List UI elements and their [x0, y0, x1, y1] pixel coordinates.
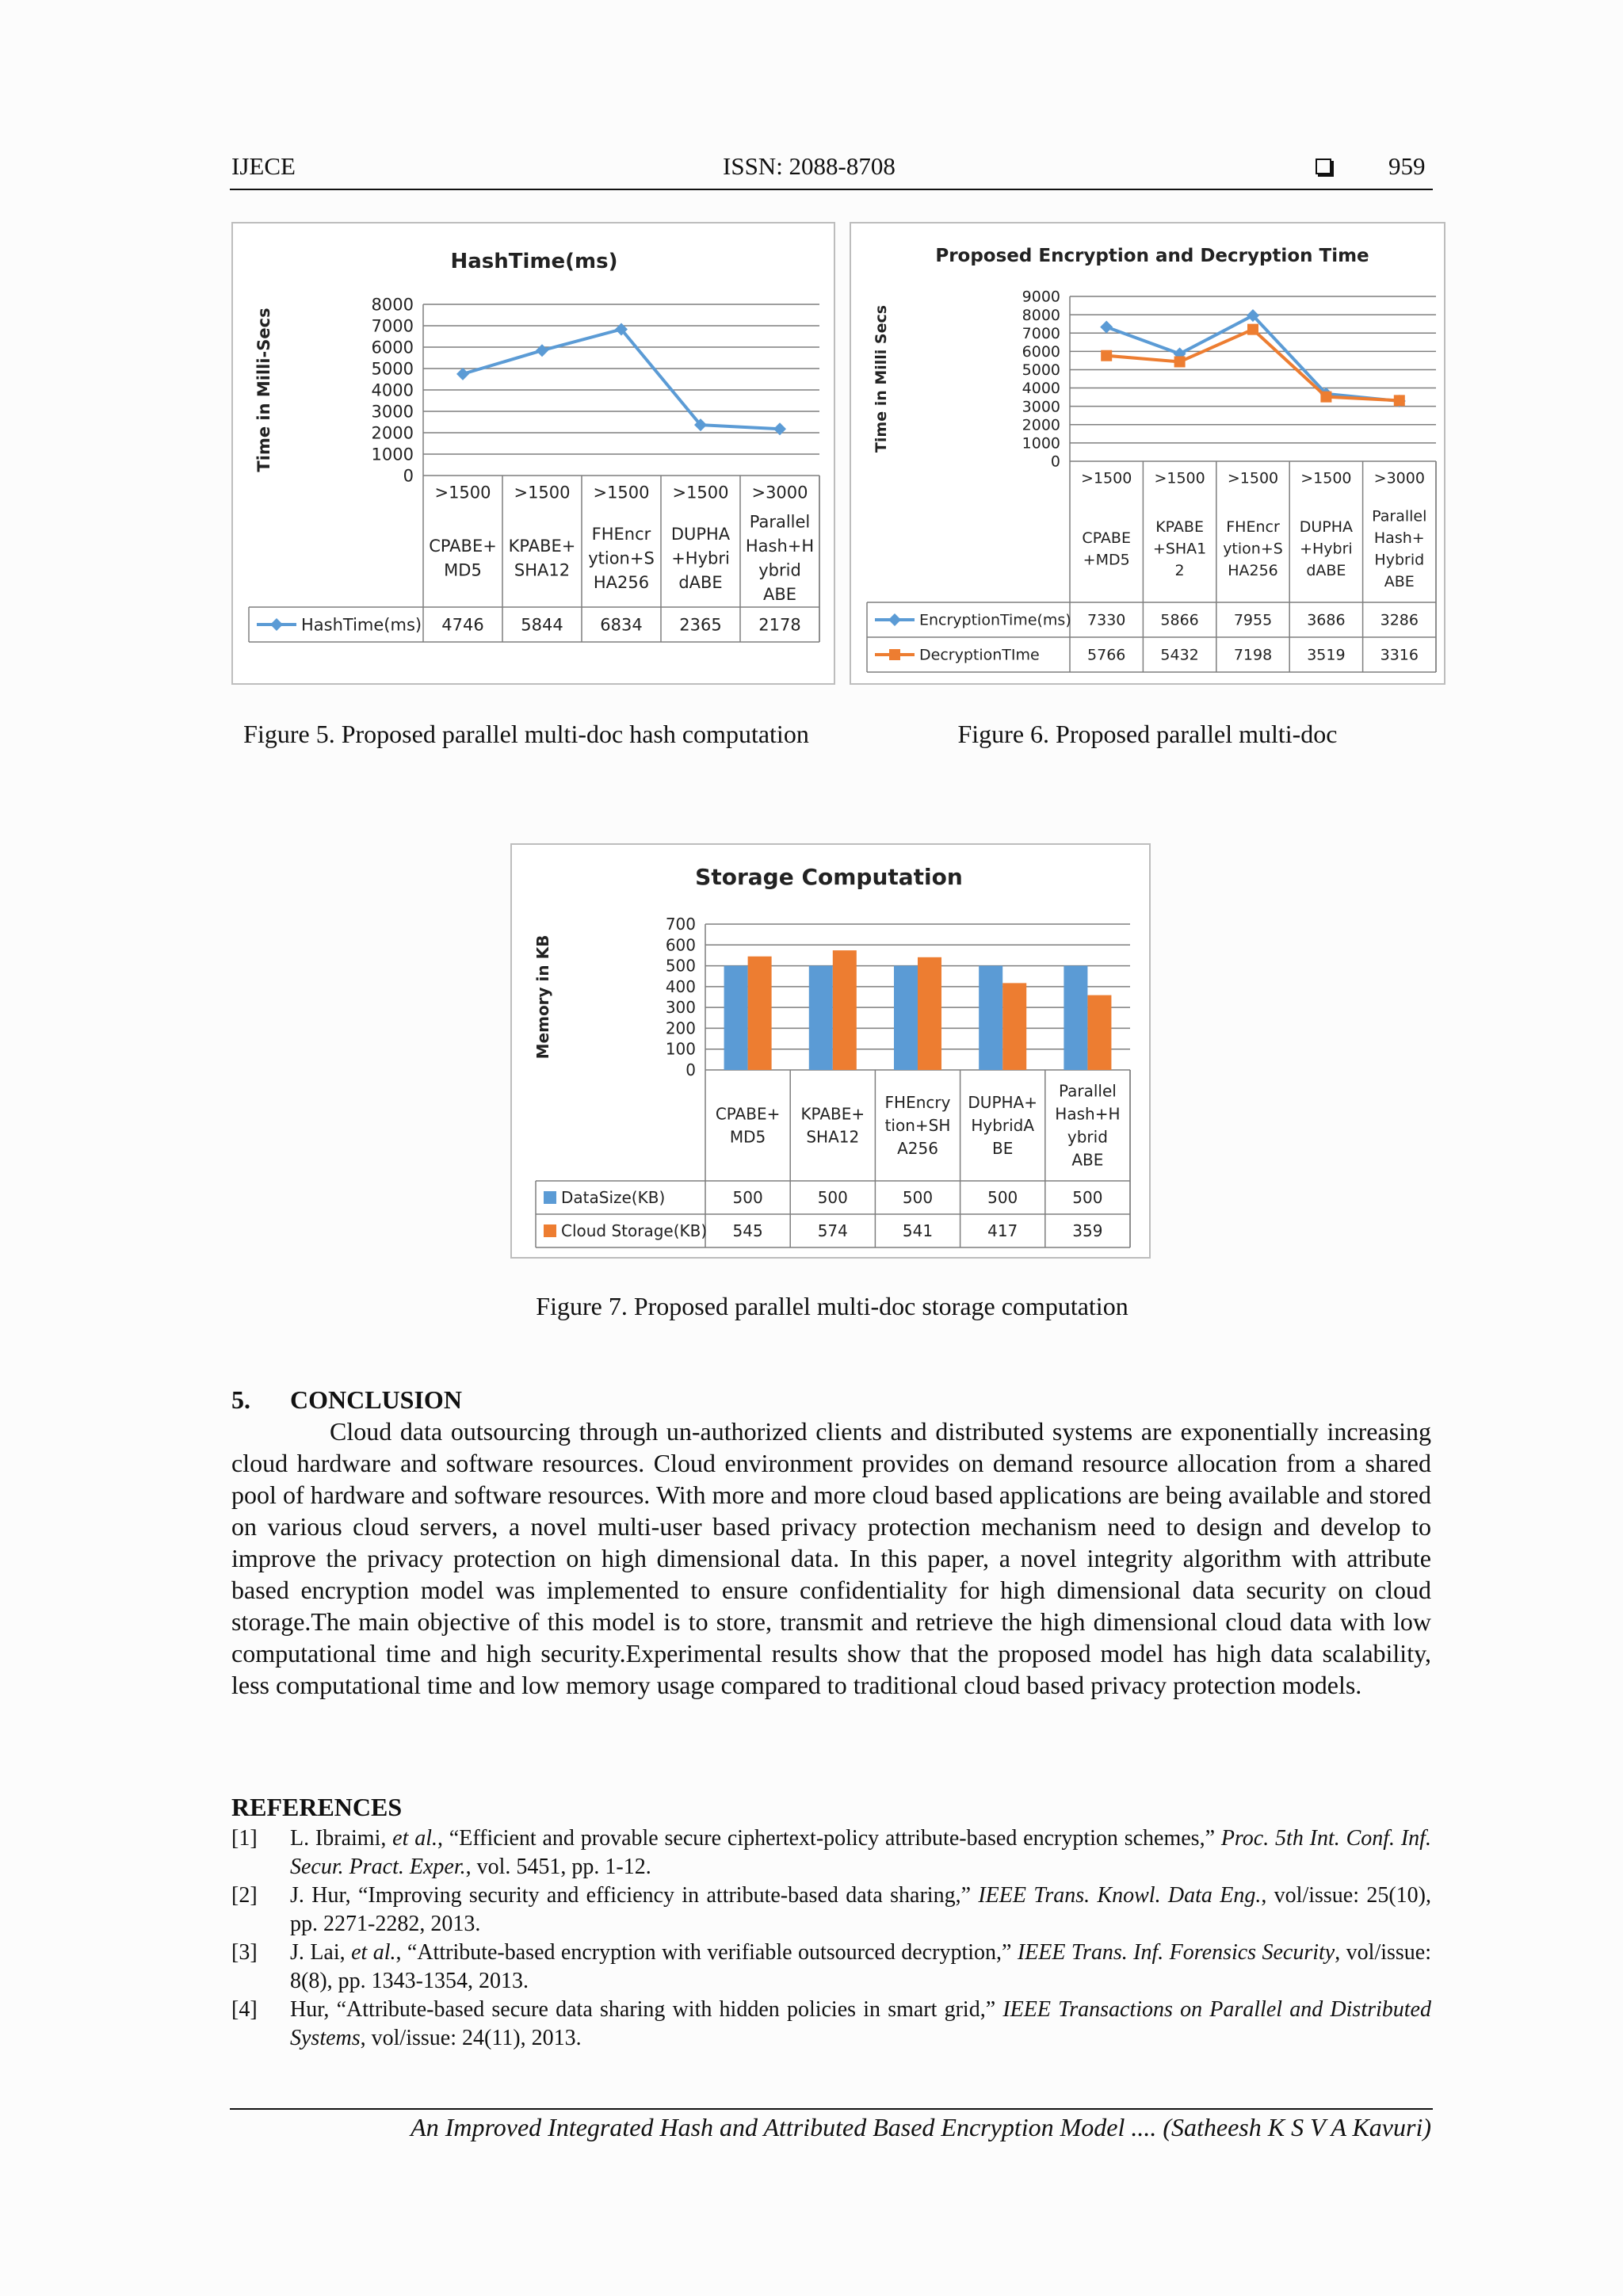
- category-label: DUPHA +Hybri dABE: [670, 524, 731, 592]
- table-value: 359: [1072, 1221, 1103, 1240]
- category-range-label: >1500: [1300, 469, 1352, 487]
- reference-number: [4]: [231, 1997, 258, 2022]
- table-value: 6834: [600, 615, 643, 635]
- reference-text: Hur, “Attribute-based secure data sharing with hidden policies in smart grid,” IEEE Transactions on Parallel and Distributed Systems, vol/issue: 24(11), 2013.: [290, 1997, 1431, 2050]
- table-value: 5432: [1160, 646, 1199, 664]
- y-tick-label: 7000: [371, 316, 414, 336]
- y-axis-label: Memory in KB: [533, 934, 552, 1060]
- y-tick-label: 2000: [371, 423, 414, 443]
- section-number: 5.: [231, 1385, 250, 1414]
- data-point: [1100, 321, 1113, 334]
- chart-title: HashTime(ms): [450, 250, 618, 273]
- category-label: FHEncry tion+SH A256: [884, 1093, 951, 1158]
- bar: [1064, 966, 1087, 1070]
- category-label: DUPHA+ HybridA BE: [968, 1093, 1037, 1158]
- table-value: 5866: [1160, 611, 1199, 629]
- figure-7-chart: [510, 843, 1151, 1259]
- y-tick-label: 8000: [1022, 306, 1060, 324]
- category-range-label: >1500: [672, 483, 729, 502]
- category-range-label: >1500: [434, 483, 491, 502]
- y-axis-label: Time in Milli Secs: [873, 304, 890, 453]
- table-value: 7198: [1233, 646, 1273, 664]
- data-point: [1174, 356, 1186, 367]
- data-point: [773, 422, 786, 435]
- bar: [1002, 983, 1026, 1070]
- y-tick-label: 4000: [371, 380, 414, 400]
- y-tick-label: 3000: [371, 402, 414, 422]
- data-point: [1101, 350, 1112, 361]
- legend-swatch: [544, 1224, 556, 1237]
- bar: [809, 966, 833, 1070]
- category-range-label: >3000: [1373, 469, 1425, 487]
- bar: [748, 957, 772, 1070]
- legend-label: EncryptionTime(ms): [919, 611, 1071, 629]
- category-label: KPABE+ SHA12: [800, 1104, 865, 1147]
- category-range-label: >1500: [514, 483, 571, 502]
- reference-item: [231, 1824, 1431, 1881]
- y-tick-label: 1000: [1022, 434, 1060, 453]
- y-tick-label: 8000: [371, 295, 414, 315]
- y-tick-label: 400: [665, 976, 696, 996]
- series-line: [1106, 330, 1400, 401]
- table-value: 417: [987, 1221, 1018, 1240]
- data-point: [1394, 395, 1405, 406]
- bar: [979, 966, 1002, 1070]
- y-tick-label: 0: [1050, 453, 1060, 471]
- y-tick-label: 600: [665, 935, 696, 955]
- page-number: 959: [1388, 152, 1426, 180]
- data-point: [536, 344, 548, 357]
- chart-title: Proposed Encryption and Decryption Time: [935, 246, 1369, 266]
- table-value: 3286: [1380, 611, 1419, 629]
- figure-6-chart: [850, 222, 1445, 685]
- y-tick-label: 1000: [371, 445, 414, 464]
- header-rule: [230, 189, 1433, 190]
- figure-5-caption: Figure 5. Proposed parallel multi-doc hash computation: [243, 720, 809, 748]
- y-tick-label: 5000: [1022, 361, 1060, 380]
- table-value: 500: [817, 1188, 848, 1207]
- series-line: [463, 329, 780, 429]
- legend-marker: [889, 649, 900, 660]
- journal-name: IJECE: [231, 152, 296, 180]
- y-axis-label: Time in Milli-Secs: [254, 308, 273, 472]
- y-tick-label: 7000: [1022, 324, 1060, 342]
- category-label: FHEncr ytion+S HA256: [1223, 518, 1283, 580]
- category-range-label: >1500: [593, 483, 650, 502]
- footer-rule: [230, 2108, 1433, 2110]
- legend-swatch: [544, 1191, 556, 1204]
- category-label: Parallel Hash+ Hybrid ABE: [1372, 507, 1427, 590]
- table-value: 574: [817, 1221, 848, 1240]
- figure-7-caption: Figure 7. Proposed parallel multi-doc storage computation: [536, 1292, 1128, 1320]
- table-value: 3316: [1380, 646, 1419, 664]
- table-value: 7330: [1087, 611, 1126, 629]
- reference-item: [231, 1939, 1431, 1996]
- data-point: [456, 368, 469, 380]
- references-heading: REFERENCES: [231, 1793, 403, 1821]
- y-tick-label: 300: [665, 998, 696, 1018]
- chart-title: Storage Computation: [695, 864, 963, 890]
- figure-5-chart: [231, 222, 835, 685]
- category-label: CPABE+ MD5: [429, 537, 497, 580]
- conclusion-paragraph: Cloud data outsourcing through un-authorized clients and distributed systems are exponentially increasing cloud hardware and software resources. Cloud environment provides on demand resource allocation from a shared pool of hardware and software resources. With more and more cloud based applications are being available and stored on various cloud servers, a novel multi-user based privacy protection mechanism need to design and develop to improve the privacy protection on high dimensional data. In this paper, a novel integrity algorithm with attribute based encryption model was implemented to ensure confidentiality for high dimensional data security on cloud storage.The main objective of this model is to store, transmit and retrieve the high dimensional cloud data with low computational time and high security.Experimental results show that the proposed model has high data scalability, less computational time and low memory usage compared to traditional cloud based privacy protection models.: [231, 1417, 1431, 1699]
- page-marker-icon: [1316, 152, 1331, 181]
- y-tick-label: 700: [665, 915, 696, 934]
- table-value: 2178: [758, 615, 801, 635]
- bar: [1087, 995, 1111, 1070]
- data-point: [1247, 324, 1258, 335]
- y-tick-label: 9000: [1022, 288, 1060, 306]
- reference-text: J. Lai, et al., “Attribute-based encryption with verifiable outsourced decryption,” IEEE Trans. Inf. Forensics Security, vol/issue: 8(8), pp. 1343-1354, 2013.: [290, 1940, 1432, 1993]
- reference-number: [3]: [231, 1940, 258, 1965]
- y-tick-label: 6000: [1022, 342, 1060, 361]
- legend-label: DataSize(KB): [561, 1188, 666, 1207]
- y-tick-label: 0: [685, 1060, 696, 1079]
- bar: [894, 966, 918, 1070]
- legend-label: DecryptionTIme: [919, 646, 1040, 664]
- y-tick-label: 2000: [1022, 416, 1060, 434]
- category-label: Parallel Hash+H ybrid ABE: [745, 512, 815, 605]
- figure-6-caption: Figure 6. Proposed parallel multi-doc: [957, 720, 1338, 748]
- conclusion-heading: CONCLUSION: [290, 1385, 462, 1414]
- footer-text: An Improved Integrated Hash and Attributed Based Encryption Model .... (Satheesh K S V A Kavuri): [411, 2113, 1431, 2141]
- hash-time-chart: [233, 223, 834, 683]
- y-tick-label: 3000: [1022, 398, 1060, 416]
- table-value: 545: [732, 1221, 763, 1240]
- conclusion-body: [231, 1415, 1431, 1701]
- legend-marker: [888, 613, 901, 626]
- reference-number: [1]: [231, 1826, 258, 1851]
- table-value: 3519: [1307, 646, 1346, 664]
- table-value: 2365: [679, 615, 722, 635]
- category-label: CPABE+ MD5: [715, 1104, 781, 1147]
- table-value: 5844: [521, 615, 563, 635]
- legend-marker: [270, 618, 283, 631]
- storage-chart: [512, 845, 1149, 1257]
- y-tick-label: 6000: [371, 338, 414, 357]
- category-range-label: >1500: [1154, 469, 1205, 487]
- reference-item: [231, 1996, 1431, 2053]
- category-label: FHEncr ytion+S HA256: [588, 524, 655, 592]
- bar: [724, 966, 748, 1070]
- y-tick-label: 500: [665, 956, 696, 976]
- y-tick-label: 5000: [371, 359, 414, 379]
- table-value: 7955: [1233, 611, 1273, 629]
- data-point: [1320, 392, 1331, 403]
- issn: ISSN: 2088-8708: [723, 152, 896, 180]
- y-tick-label: 100: [665, 1039, 696, 1059]
- enc-dec-time-chart: [851, 223, 1444, 683]
- table-value: 3686: [1307, 611, 1346, 629]
- legend-label: HashTime(ms): [301, 615, 422, 635]
- table-value: 541: [902, 1221, 934, 1240]
- y-tick-label: 0: [403, 466, 414, 486]
- table-value: 5766: [1087, 646, 1126, 664]
- legend-label: Cloud Storage(KB): [561, 1221, 708, 1240]
- bar: [918, 957, 941, 1070]
- bar: [833, 950, 857, 1070]
- category-label: DUPHA +Hybri dABE: [1299, 518, 1354, 580]
- category-range-label: >1500: [1227, 469, 1279, 487]
- category-label: Parallel Hash+H ybrid ABE: [1055, 1081, 1121, 1170]
- table-value: 500: [987, 1188, 1018, 1207]
- table-value: 500: [732, 1188, 763, 1207]
- reference-item: [231, 1881, 1431, 1939]
- category-label: KPABE+ SHA12: [508, 537, 576, 580]
- table-value: 500: [902, 1188, 934, 1207]
- table-value: 500: [1072, 1188, 1103, 1207]
- reference-text: L. Ibraimi, et al., “Efficient and provable secure ciphertext-policy attribute-based encryption schemes,” Proc. 5th Int. Conf. Inf. Secur. Pract. Exper., vol. 5451, pp. 1-12.: [290, 1826, 1431, 1879]
- category-label: CPABE +MD5: [1082, 529, 1131, 569]
- category-label: KPABE +SHA1 2: [1152, 518, 1207, 580]
- category-range-label: >3000: [751, 483, 808, 502]
- reference-list: [231, 1824, 1431, 2053]
- reference-number: [2]: [231, 1883, 258, 1908]
- reference-text: J. Hur, “Improving security and efficiency in attribute-based data sharing,” IEEE Trans. Knowl. Data Eng., vol/issue: 25(10), pp. 2271-2282, 2013.: [290, 1883, 1431, 1936]
- y-tick-label: 200: [665, 1018, 696, 1038]
- table-value: 4746: [441, 615, 484, 635]
- category-range-label: >1500: [1081, 469, 1132, 487]
- y-tick-label: 4000: [1022, 380, 1060, 398]
